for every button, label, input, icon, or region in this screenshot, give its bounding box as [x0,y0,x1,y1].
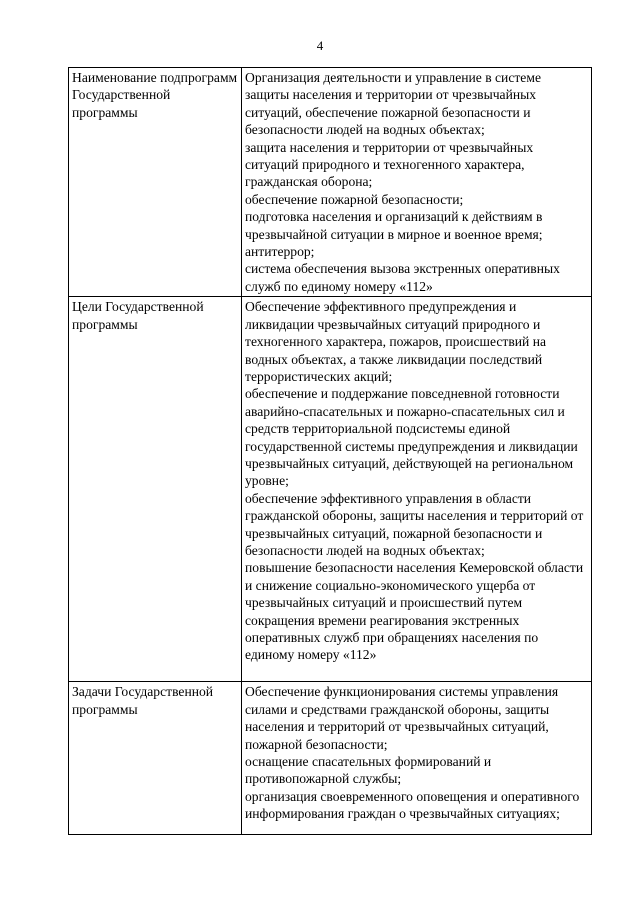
list-item: Обеспечение функционирования системы управления силами и средствами гражданской обороны, защиты населения и территорий от чрезвычайных ситуаций, пожарной безопасности; [245,684,559,752]
list-item: обеспечение эффективного управления в области гражданской обороны, защиты населения и территорий от чрезвычайных ситуаций, пожарной безопасности и безопасности людей на водных объектах; [245,490,584,558]
list-item: обеспечение и поддержание повседневной готовности аварийно-спасательных и пожарно-спасательных сил и средств территориальной подсистемы единой государственной системы предупреждения и ликвидации чрезвычайных ситуаций, действующей на региональном уровне; [245,386,578,489]
row-value [242,682,592,835]
table-row-tasks [69,682,592,835]
row-value [242,297,592,682]
row-value [242,68,592,297]
list-item: повышение безопасности населения Кемеровской области и снижение социально-экономического ущерба от чрезвычайных ситуаций и происшествий путем сокращения времени реагирования экстренных оперативных служб при обращениях населения по единому номеру «112» [245,560,584,663]
list-item: антитеррор; [245,244,315,260]
row-label: Задачи Государственной программы [69,682,242,835]
list-item: Организация деятельности и управление в системе защиты населения и территории от чрезвычайных ситуаций, обеспечение пожарной безопасности и безопасности людей на водных объектах; [245,70,541,138]
list-item: организация своевременного оповещения и оперативного информирования граждан о чрезвычайных ситуациях; [245,788,580,822]
list-item: обеспечение пожарной безопасности; [245,191,464,207]
list-item: оснащение спасательных формирований и противопожарной службы; [245,753,492,787]
list-item: система обеспечения вызова экстренных оперативных служб по единому номеру «112» [245,261,560,294]
row-label: Цели Государственной программы [69,297,242,682]
program-passport-table [68,67,592,835]
list-item: защита населения и территории от чрезвычайных ситуаций природного и техногенного характера, гражданская оборона; [245,139,534,190]
table-row-subprograms [69,68,592,297]
page-number: 4 [316,38,324,53]
list-item: подготовка населения и организаций к действиям в чрезвычайной ситуации в мирное и военное время; [245,209,543,242]
row-label: Наименование подпрограмм Государственной программы [69,68,242,297]
table-row-goals [69,297,592,682]
list-item: Обеспечение эффективного предупреждения и ликвидации чрезвычайных ситуаций природного и техногенного характера, пожаров, происшествий на водных объектах, а также ликвидации последствий террористических акций; [245,299,547,384]
